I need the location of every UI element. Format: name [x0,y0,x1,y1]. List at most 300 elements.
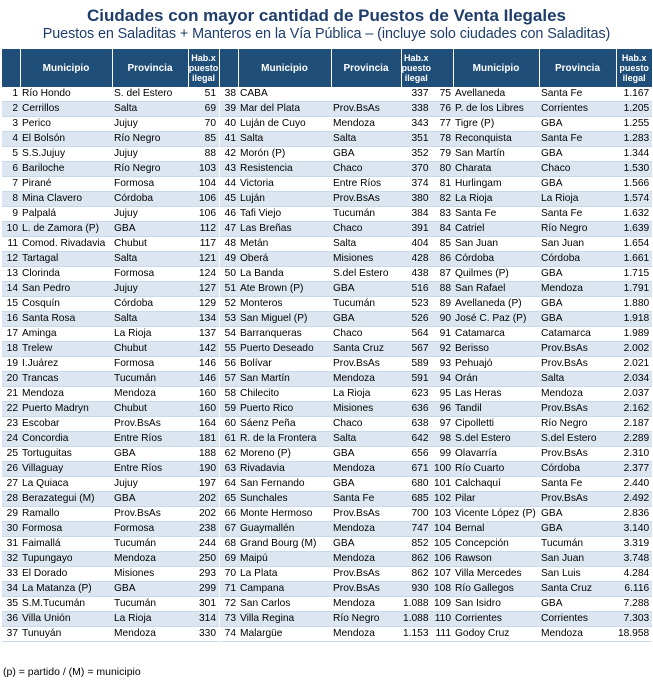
municipio-cell: Reconquista [453,132,539,147]
table-row [431,432,652,447]
municipio-cell: Tunuyán [20,627,112,642]
rank-number: 1 [2,87,20,102]
rank-number: 48 [220,237,238,252]
municipio-cell: San Pedro [20,282,112,297]
provincia-cell: Jujuy [112,117,188,132]
hab-value-cell: 146 [188,357,219,372]
provincia-cell: Salta [331,432,401,447]
hab-value-cell: 103 [188,162,219,177]
table-row [220,447,432,462]
municipio-cell: San Isidro [453,597,539,612]
municipio-cell: Tandil [453,402,539,417]
provincia-cell: Tucumán [112,372,188,387]
rank-number: 30 [2,522,20,537]
municipio-cell: Salta [238,132,331,147]
table-row [431,552,652,567]
municipio-cell: Aminga [20,327,112,342]
hab-value-cell: 1.255 [616,117,652,132]
hab-value-cell: 516 [401,282,432,297]
hab-value-cell: 343 [401,117,432,132]
municipio-cell: Pehuajó [453,357,539,372]
provincia-cell: Prov.BsAs [331,357,401,372]
provincia-cell: Tucumán [331,297,401,312]
hab-value-cell: 374 [401,177,432,192]
table-row [431,177,652,192]
provincia-cell: San Luis [539,567,616,582]
hab-value-cell: 656 [401,447,432,462]
header-hab-por-puesto: Hab.x puesto ilegal [616,49,652,87]
table-row [2,462,219,477]
municipio-cell: S.S.Jujuy [20,147,112,162]
table-row [2,477,219,492]
hab-value-cell: 112 [188,222,219,237]
provincia-cell: Prov.BsAs [112,417,188,432]
municipio-cell: Faimallá [20,537,112,552]
rank-number: 22 [2,402,20,417]
hab-value-cell: 146 [188,372,219,387]
table-row [2,507,219,522]
provincia-cell: Prov.BsAs [112,507,188,522]
rank-number: 12 [2,252,20,267]
rank-number: 87 [431,267,453,282]
hab-value-cell: 3.140 [616,522,652,537]
table-row [220,297,432,312]
provincia-cell: Santa Fe [331,492,401,507]
municipio-cell: San Fernando [238,477,331,492]
provincia-cell: Río Negro [112,162,188,177]
rank-number: 88 [431,282,453,297]
provincia-cell: Misiones [331,402,401,417]
table-row [431,102,652,117]
provincia-cell: Chaco [331,162,401,177]
rank-number: 83 [431,207,453,222]
municipio-cell: Charata [453,162,539,177]
municipio-cell: San Rafael [453,282,539,297]
hab-value-cell: 2.836 [616,507,652,522]
hab-value-cell: 1.791 [616,282,652,297]
hab-value-cell: 852 [401,537,432,552]
hab-value-cell: 2.440 [616,477,652,492]
table-row [220,522,432,537]
provincia-cell: Salta [112,102,188,117]
municipio-cell: Avellaneda [453,87,539,102]
hab-value-cell: 1.661 [616,252,652,267]
provincia-cell: Catamarca [539,327,616,342]
provincia-cell: Salta [331,237,401,252]
hab-value-cell: 638 [401,417,432,432]
page-subtitle: Puestos en Saladitas + Manteros en la Vía Pública – (incluye solo ciudades con Saladitas) [42,26,611,42]
municipio-cell: Resistencia [238,162,331,177]
ranking-table-3 [431,49,653,642]
provincia-cell: Santa Fe [539,132,616,147]
rank-number: 42 [220,147,238,162]
municipio-cell: Barranqueras [238,327,331,342]
rank-number: 32 [2,552,20,567]
table-row [220,132,432,147]
table-row [2,312,219,327]
municipio-cell: I.Juárez [20,357,112,372]
municipio-cell: Ramallo [20,507,112,522]
rank-number: 102 [431,492,453,507]
municipio-cell: San Martín [453,147,539,162]
provincia-cell: Córdoba [539,462,616,477]
rank-number: 38 [220,87,238,102]
rank-number: 100 [431,462,453,477]
rank-number: 46 [220,207,238,222]
hab-value-cell: 314 [188,612,219,627]
hab-value-cell: 4.284 [616,567,652,582]
table-row [2,222,219,237]
municipio-cell: Rivadavia [238,462,331,477]
hab-value-cell: 127 [188,282,219,297]
provincia-cell: GBA [539,312,616,327]
table-row [431,342,652,357]
table-row [220,117,432,132]
rank-number: 18 [2,342,20,357]
hab-value-cell: 69 [188,102,219,117]
table-row [2,627,219,642]
rank-number: 96 [431,402,453,417]
hab-value-cell: 104 [188,177,219,192]
table-row [2,492,219,507]
provincia-cell: Corrientes [539,612,616,627]
provincia-cell: Tucumán [331,207,401,222]
table-row [220,537,432,552]
hab-value-cell: 1.574 [616,192,652,207]
hab-value-cell: 1.088 [401,612,432,627]
municipio-cell: Santa Rosa [20,312,112,327]
municipio-cell: La Quiaca [20,477,112,492]
municipio-cell: Mendoza [20,387,112,402]
table-row [2,597,219,612]
table-row [220,387,432,402]
hab-value-cell: 244 [188,537,219,552]
hab-value-cell: 164 [188,417,219,432]
hab-value-cell: 380 [401,192,432,207]
table-row [220,327,432,342]
provincia-cell: Chaco [539,162,616,177]
provincia-cell: Jujuy [112,477,188,492]
hab-value-cell: 384 [401,207,432,222]
rank-number: 23 [2,417,20,432]
municipio-cell: Malargüe [238,627,331,642]
provincia-cell: GBA [331,312,401,327]
provincia-cell: Entre Ríos [331,177,401,192]
provincia-cell: Chaco [331,222,401,237]
rank-number: 104 [431,522,453,537]
table-row [220,567,432,582]
municipio-cell: José C. Paz (P) [453,312,539,327]
rank-number: 106 [431,552,453,567]
rank-number: 31 [2,537,20,552]
municipio-cell: Santa Fe [453,207,539,222]
table-row [2,387,219,402]
municipio-cell: Trelew [20,342,112,357]
rank-number: 49 [220,252,238,267]
municipio-cell: Catamarca [453,327,539,342]
page-title: Ciudades con mayor cantidad de Puestos de Venta Ilegales [87,6,566,25]
rank-number: 43 [220,162,238,177]
municipio-cell: Chilecito [238,387,331,402]
municipio-cell: Cosquín [20,297,112,312]
table-row [431,132,652,147]
provincia-cell: Chubut [112,342,188,357]
provincia-cell: Tucumán [112,597,188,612]
provincia-cell: Prov.BsAs [539,402,616,417]
hab-value-cell: 352 [401,147,432,162]
municipio-cell: Tartagal [20,252,112,267]
provincia-cell: Salta [112,252,188,267]
rank-number: 55 [220,342,238,357]
rank-number: 52 [220,297,238,312]
hab-value-cell: 591 [401,372,432,387]
municipio-cell: Formosa [20,522,112,537]
rank-number: 33 [2,567,20,582]
rank-number: 99 [431,447,453,462]
provincia-cell: GBA [539,297,616,312]
hab-value-cell: 1.918 [616,312,652,327]
rank-number: 35 [2,597,20,612]
provincia-cell: GBA [331,147,401,162]
table-row [2,582,219,597]
hab-value-cell: 142 [188,342,219,357]
municipio-cell: Cipolletti [453,417,539,432]
rank-number: 76 [431,102,453,117]
provincia-cell: Prov.BsAs [331,567,401,582]
table-row [2,447,219,462]
table-row [2,252,219,267]
rank-number: 95 [431,387,453,402]
table-row [220,102,432,117]
hab-value-cell: 2.187 [616,417,652,432]
hab-value-cell: 700 [401,507,432,522]
table-row [431,282,652,297]
hab-value-cell: 1.153 [401,627,432,642]
table-row [2,417,219,432]
rank-number: 3 [2,117,20,132]
municipio-cell: Trancas [20,372,112,387]
rank-number: 98 [431,432,453,447]
rank-number: 20 [2,372,20,387]
provincia-cell: GBA [112,447,188,462]
provincia-cell: Salta [112,312,188,327]
provincia-cell: Mendoza [331,117,401,132]
hab-value-cell: 181 [188,432,219,447]
table-row [220,192,432,207]
header-number [220,49,238,87]
provincia-cell: GBA [331,282,401,297]
provincia-cell: Mendoza [331,552,401,567]
header-municipio: Municipio [238,49,331,87]
table-row [431,567,652,582]
provincia-cell: Jujuy [112,282,188,297]
provincia-cell: GBA [539,522,616,537]
hab-value-cell: 121 [188,252,219,267]
hab-value-cell: 1.088 [401,597,432,612]
provincia-cell: Mendoza [331,462,401,477]
provincia-cell: GBA [112,222,188,237]
provincia-cell: Mendoza [539,627,616,642]
table-row [2,612,219,627]
header-provincia: Provincia [331,49,401,87]
table-row [220,147,432,162]
table-row [220,342,432,357]
provincia-cell: Chubut [112,402,188,417]
rank-number: 13 [2,267,20,282]
table-row [2,177,219,192]
hab-value-cell: 642 [401,432,432,447]
municipio-cell: Hurlingam [453,177,539,192]
hab-value-cell: 3.748 [616,552,652,567]
municipio-cell: Pirané [20,177,112,192]
table-row [220,477,432,492]
provincia-cell: Misiones [331,252,401,267]
hab-value-cell: 85 [188,132,219,147]
table-row [431,222,652,237]
hab-value-cell: 197 [188,477,219,492]
table-row [2,327,219,342]
hab-value-cell: 238 [188,522,219,537]
header-provincia: Provincia [112,49,188,87]
provincia-cell: Tucumán [112,537,188,552]
provincia-cell: Jujuy [112,147,188,162]
rank-number: 60 [220,417,238,432]
provincia-cell: Prov.BsAs [331,507,401,522]
municipio-cell: Escobar [20,417,112,432]
table-row [2,147,219,162]
provincia-cell: Prov.BsAs [331,192,401,207]
rank-number: 97 [431,417,453,432]
municipio-cell: Pilar [453,492,539,507]
table-row [431,147,652,162]
rank-number: 56 [220,357,238,372]
rank-number: 64 [220,477,238,492]
hab-value-cell: 2.021 [616,357,652,372]
municipio-cell: Las Heras [453,387,539,402]
rank-number: 14 [2,282,20,297]
provincia-cell: Chaco [331,417,401,432]
hab-value-cell: 1.566 [616,177,652,192]
table-row [2,552,219,567]
table-row [431,537,652,552]
rank-number: 11 [2,237,20,252]
municipio-cell: Río Cuarto [453,462,539,477]
rank-number: 10 [2,222,20,237]
provincia-cell: La Rioja [539,192,616,207]
hab-value-cell: 202 [188,507,219,522]
table-row [220,177,432,192]
hab-value-cell: 129 [188,297,219,312]
table-row [220,492,432,507]
municipio-cell: Sáenz Peña [238,417,331,432]
provincia-cell: La Rioja [331,387,401,402]
municipio-cell: Tigre (P) [453,117,539,132]
rank-number: 65 [220,492,238,507]
rank-number: 16 [2,312,20,327]
municipio-cell: Palpalá [20,207,112,222]
provincia-cell: GBA [331,447,401,462]
municipio-cell: Bariloche [20,162,112,177]
rank-number: 86 [431,252,453,267]
provincia-cell: Entre Ríos [112,462,188,477]
hab-value-cell: 428 [401,252,432,267]
table-row [220,597,432,612]
hab-value-cell: 51 [188,87,219,102]
rank-number: 21 [2,387,20,402]
rank-number: 25 [2,447,20,462]
rank-number: 7 [2,177,20,192]
rank-number: 70 [220,567,238,582]
hab-value-cell: 190 [188,462,219,477]
municipio-cell: Quilmes (P) [453,267,539,282]
rank-number: 39 [220,102,238,117]
rank-number: 79 [431,147,453,162]
provincia-cell: Prov.BsAs [331,102,401,117]
provincia-cell: San Juan [539,552,616,567]
rank-number: 51 [220,282,238,297]
provincia-cell: La Rioja [112,327,188,342]
municipio-cell: Concordia [20,432,112,447]
hab-value-cell: 523 [401,297,432,312]
rank-number: 73 [220,612,238,627]
hab-value-cell: 1.632 [616,207,652,222]
provincia-cell: Mendoza [112,387,188,402]
provincia-cell: GBA [112,492,188,507]
municipio-cell: Avellaneda (P) [453,297,539,312]
municipio-cell: San Carlos [238,597,331,612]
hab-value-cell: 299 [188,582,219,597]
municipio-cell: Ate Brown (P) [238,282,331,297]
hab-value-cell: 1.283 [616,132,652,147]
rank-number: 71 [220,582,238,597]
rank-number: 72 [220,597,238,612]
rank-number: 108 [431,582,453,597]
hab-value-cell: 2.289 [616,432,652,447]
table-row [431,387,652,402]
hab-value-cell: 7.288 [616,597,652,612]
table-row [431,87,652,102]
hab-value-cell: 250 [188,552,219,567]
rank-number: 67 [220,522,238,537]
hab-value-cell: 293 [188,567,219,582]
hab-value-cell: 564 [401,327,432,342]
rank-number: 74 [220,627,238,642]
municipio-cell: Bolívar [238,357,331,372]
rank-number: 62 [220,447,238,462]
municipio-cell: Godoy Cruz [453,627,539,642]
table-row [431,462,652,477]
municipio-cell: Concepción [453,537,539,552]
hab-value-cell: 106 [188,192,219,207]
hab-value-cell: 160 [188,402,219,417]
rank-number: 85 [431,237,453,252]
provincia-cell: Mendoza [112,627,188,642]
provincia-cell: GBA [539,507,616,522]
municipio-cell: Puerto Deseado [238,342,331,357]
hab-value-cell: 2.037 [616,387,652,402]
rank-number: 81 [431,177,453,192]
table-row [2,102,219,117]
municipio-cell: Mina Clavero [20,192,112,207]
provincia-cell: Chubut [112,237,188,252]
provincia-cell: S. del Estero [112,87,188,102]
rank-number: 29 [2,507,20,522]
municipio-cell: Villa Unión [20,612,112,627]
provincia-cell: Santa Fe [539,87,616,102]
provincia-cell: Río Negro [539,222,616,237]
rank-number: 77 [431,117,453,132]
header-hab-por-puesto: Hab.x puesto ilegal [188,49,219,87]
